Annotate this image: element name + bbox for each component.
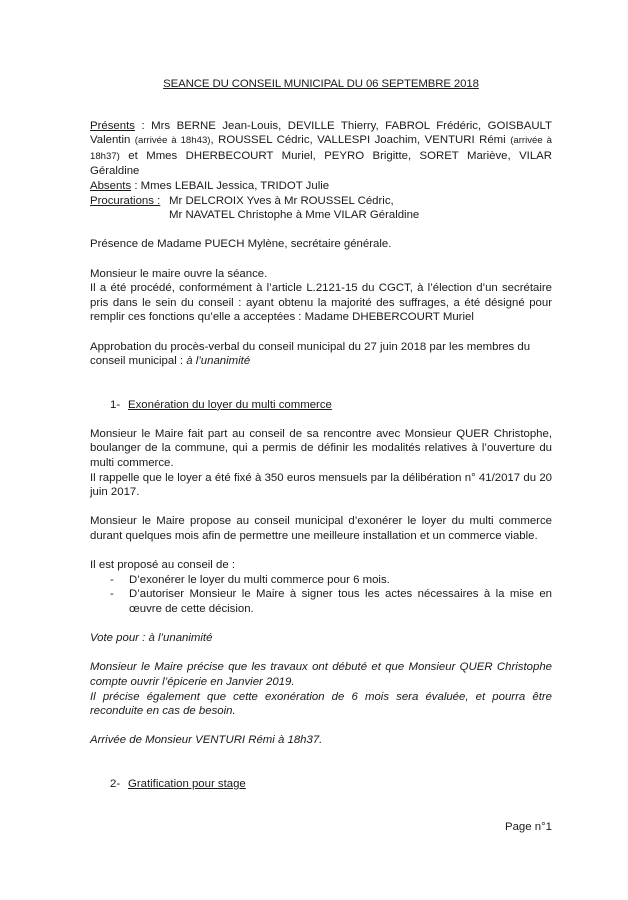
proposal-item: - D’autoriser Monsieur le Maire à signer tous les actes nécessaires à la mise en œuvre de cette décision. <box>110 587 552 616</box>
presents-text-1: : Mrs BERNE Jean-Louis, DEVILLE Thierry, FABROL Frédéric, GOISBAULT Valentin <box>90 119 552 147</box>
section-1-number: 1- <box>110 398 121 411</box>
procurations-item-1: Mr DELCROIX Yves à Mr ROUSSEL Cédric, <box>169 194 394 207</box>
approval-result: à l’unanimité <box>186 355 251 368</box>
spacer <box>90 412 552 427</box>
presents-paragraph <box>90 119 552 179</box>
page-number: Page n°1 <box>505 821 552 833</box>
proposal-intro: Il est proposé au conseil de : <box>90 559 236 572</box>
arrival-note: Arrivée de Monsieur VENTURI Rémi à 18h37. <box>90 734 323 747</box>
document-title: SEANCE DU CONSEIL MUNICIPAL DU 06 SEPTEMBRE 2018 <box>163 78 479 90</box>
presence-paragraph: Présence de Madame PUECH Mylène, secrétaire générale. <box>90 238 392 251</box>
section-1-heading <box>110 398 552 413</box>
section-1-paragraph-3: Monsieur le Maire propose au conseil municipal d’exonérer le loyer du multi commerce durant quelques mois afin de permettre une meilleure installation et un commerce viable. <box>90 515 552 543</box>
section-1-note-1: Monsieur le Maire précise que les travaux ont débuté et que Monsieur QUER Christophe compte ouvrir l’épicerie en Janvier 2019. <box>90 661 552 688</box>
spacer <box>90 252 552 267</box>
procurations-line-1 <box>90 194 552 209</box>
spacer <box>90 369 552 398</box>
proposal-item: - D’exonérer le loyer du multi commerce pour 6 mois. <box>110 573 552 588</box>
section-1-title: Exonération du loyer du multi commerce <box>128 398 332 411</box>
section-1-paragraph-1: Monsieur le Maire fait part au conseil de sa rencontre avec Monsieur QUER Christophe, boulanger de la commune, qui a permis de définir les modalités relatives à l’ouverture du multi commerce. <box>90 427 552 470</box>
presents-label: Présents <box>90 119 135 132</box>
opening-paragraph: Monsieur le maire ouvre la séance. <box>90 267 268 280</box>
spacer <box>90 748 552 777</box>
approval-text: Approbation du procès-verbal du conseil municipal du 27 juin 2018 par les membres du conseil municipal : <box>90 340 531 368</box>
procurations-line-2 <box>90 208 552 223</box>
spacer <box>90 325 552 340</box>
absents-text: : Mmes LEBAIL Jessica, TRIDOT Julie <box>131 179 330 192</box>
section-1-note-2: Il précise également que cette exonération de 6 mois sera évaluée, et pourra être reconduite en cas de besoin. <box>90 690 552 718</box>
vote-result: Vote pour : à l’unanimité <box>90 632 213 645</box>
spacer <box>90 223 552 238</box>
spacer <box>90 646 552 661</box>
presents-text-3: et Mmes DHERBECOURT Muriel, PEYRO Brigitte, SORET Mariève, VILAR Géraldine <box>90 149 552 178</box>
section-1-paragraph-2: Il rappelle que le loyer a été fixé à 350 euros mensuels par la délibération n° 41/2017 du 20 juin 2017. <box>90 471 552 499</box>
spacer <box>90 719 552 734</box>
secretary-paragraph: Il a été procédé, conformément à l’article L.2121-15 du CGCT, à l’élection d’un secrétaire pris dans le sein du conseil : ayant obtenu la majorité des suffrages, a été désigné pour remplir ces fonctions qu’elle a acceptées : Madame DHEBERCOURT Muriel <box>90 282 552 324</box>
document-body <box>90 77 552 792</box>
presents-arrival-2: (arrivée à 18h37) <box>90 135 553 162</box>
presents-arrival-1: (arrivée à 18h43) <box>134 135 211 147</box>
spacer <box>90 617 552 632</box>
absents-label: Absents <box>90 179 132 192</box>
procurations-label: Procurations : <box>90 194 161 207</box>
section-2-title: Gratification pour stage <box>128 777 246 790</box>
proposal-list <box>90 573 552 617</box>
spacer <box>90 500 552 515</box>
absents-paragraph <box>90 179 552 194</box>
spacer <box>90 544 552 559</box>
approval-paragraph <box>90 340 552 369</box>
section-2-number: 2- <box>110 777 121 790</box>
procurations-item-2: Mr NAVATEL Christophe à Mme VILAR Géraldine <box>169 209 420 222</box>
section-2-heading <box>110 777 552 792</box>
presents-text-2: , ROUSSEL Cédric, VALLESPI Joachim, VENTURI Rémi <box>210 134 511 147</box>
